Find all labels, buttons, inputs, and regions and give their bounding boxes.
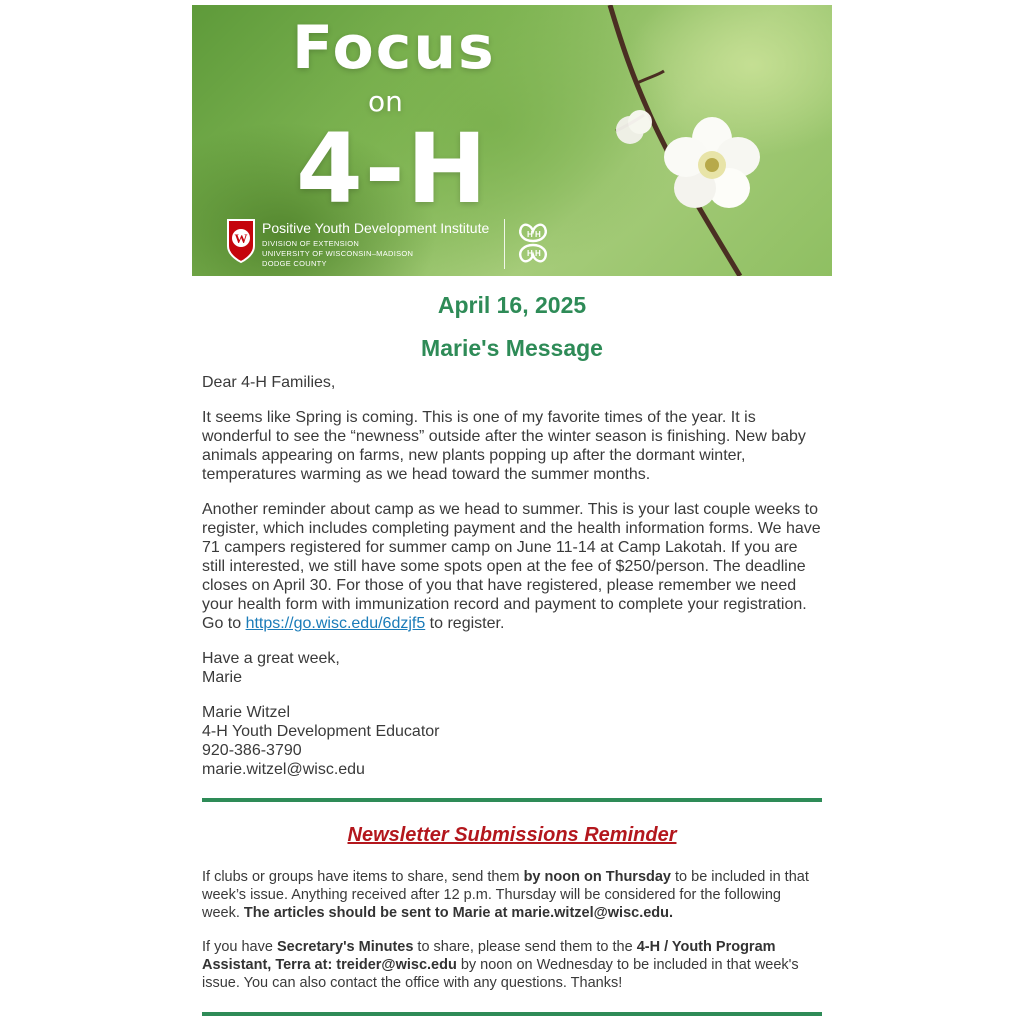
closing-line-1: Have a great week,: [202, 650, 340, 667]
four-h-clover-icon: [510, 219, 556, 267]
reminder-p2-a: If you have: [202, 939, 277, 955]
signature-phone: 920-386-3790: [202, 742, 302, 759]
institute-county: DODGE COUNTY: [262, 259, 327, 268]
logo-divider: [504, 219, 505, 269]
reminder-title: Newsletter Submissions Reminder: [347, 824, 677, 846]
uw-crest-logo: [226, 218, 256, 264]
reminder-p1-deadline: by noon on Thursday: [523, 869, 671, 885]
paragraph-spring-text: It seems like Spring is coming. This is one of my favorite times of the year. It is wonderful to see the “newness” outside after the winter season is finishing. New baby animals appearing on farms, new plants popping up after the dormant winter, temperatures warming as we head toward the summer months.: [202, 409, 806, 483]
institute-university: UNIVERSITY OF WISCONSIN–MADISON: [262, 249, 414, 258]
clover-letter-1: H: [527, 230, 533, 239]
issue-date: April 16, 2025: [437, 292, 587, 318]
reminder-paragraph-articles: [202, 868, 822, 922]
paragraph-camp-text: Another reminder about camp as we head to summer. This is your last couple weeks to register, which includes completing payment and the health information forms. We have 71 campers registered for summer camp on June 11-14 at Camp Lakotah. If you are still interested, we still have some spots open at the fee of $250/person. The deadline closes on April 30. For those of you that have registered, please remember we need your health form with immunization record and payment to complete your registration. Go to: [202, 501, 821, 632]
signature-role: 4-H Youth Development Educator: [202, 723, 440, 740]
clover-letter-3: H: [527, 249, 533, 258]
section-divider-bottom: [202, 1012, 822, 1016]
letter-paragraph-spring: [202, 408, 822, 484]
institute-division: DIVISION OF EXTENSION: [262, 239, 360, 248]
crest-letter: W: [234, 231, 248, 246]
reminder-p2-minutes: Secretary's Minutes: [276, 939, 414, 955]
signature-name: Marie Witzel: [202, 704, 291, 721]
reminder-paragraph-minutes: [202, 938, 822, 992]
paragraph-camp-after: to register.: [425, 615, 505, 632]
banner-word-on: on: [368, 85, 403, 118]
clover-letter-2: H: [535, 230, 541, 239]
reminder-p2-assistant: 4-H / Youth Program Assistant, Terra at: treider@wisc.edu: [202, 939, 776, 973]
banner-word-focus: Focus: [292, 13, 496, 83]
greeting-text: Dear 4-H Families,: [202, 374, 336, 391]
signature-block: [202, 703, 822, 779]
reminder-p1-contact: The articles should be sent to Marie at marie.witzel@wisc.edu.: [243, 905, 674, 921]
reminder-p2-e: by noon on Wednesday to be included in that week's issue. You can also contact the office with any questions. Thanks!: [202, 957, 799, 991]
letter-greeting: [202, 373, 822, 392]
reminder-p1-a: If clubs or groups have items to share, send them: [202, 869, 524, 885]
closing-line-2: Marie: [202, 669, 243, 686]
reminder-p1-c: to be included in that week’s issue. Anything received after 12 p.m. Thursday will be considered for the following week.: [202, 869, 809, 921]
camp-registration-link[interactable]: https://go.wisc.edu/6dzjf5: [245, 615, 426, 632]
section-title-maries-message: Marie's Message: [421, 335, 603, 361]
header-banner: [192, 5, 832, 276]
paragraph-camp: [202, 500, 822, 633]
clover-letter-4: H: [535, 249, 541, 258]
reminder-p2-c: to share, please send them to the: [413, 939, 637, 955]
letter-closing: [202, 649, 822, 687]
institute-title: Positive Youth Development Institute: [262, 220, 490, 236]
banner-word-4h: 4-H: [296, 113, 489, 225]
letter-paragraph-camp: [202, 500, 822, 633]
section-divider: [202, 798, 822, 802]
signature-email: marie.witzel@wisc.edu: [202, 761, 365, 778]
